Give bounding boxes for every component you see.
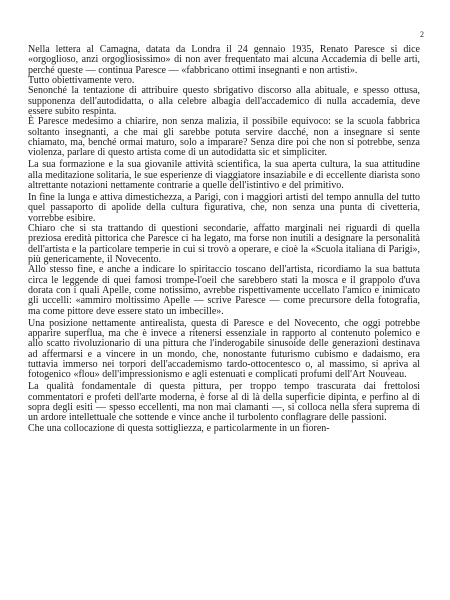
paragraph: La qualità fondamentale di questa pittura, per troppo tempo trascurata dai frettolosi commentatori e profeti dell'arte moderna, è forse al di là della superficie dipinta, e perfino al di sopra degli esiti — spesso eccellenti, ma non mai clamanti —, si colloca nella sfera suprema di un ardore intellettuale che sottende e vince anche il turbolento conflagrare delle passioni. [28,381,420,424]
page-number: 2 [420,30,424,39]
paragraph: Chiaro che si sta trattando di questioni secondarie, affatto marginali nei riguardi di quella preziosa eredità pittorica che Paresce ci ha legato, ma forse non inutili a designare la personalità dell'artista e la particolare temperie in cui si trovò a operare, e cioè la «Scuola italiana di Parigi», più genericamente, il Novecento. [28,223,420,266]
paragraph: Che una collocazione di questa sottigliezza, e particolarmente in un fioren- [28,422,330,434]
paragraph: È Paresce medesimo a chiarire, non senza malizia, il possibile equivoco: se la scuola fabbrica soltanto insegnanti, a che mai gli sarebbe potuta servire dacché, non a insegnare si sente chiamato, ma, benché ormai maturo, solo a imparare? Senza dire poi che non si potrebbe, senza violenza, parlare di questo artista come di un autodidatta sic et simpliciter. [28,116,420,159]
paragraph: La sua formazione e la sua giovanile attività scientifica, la sua aperta cultura, la sua attitudine alla meditazione solitaria, le sue esperienze di viaggiatore insaziabile e di eccellente diarista sono altrettante notazioni nettamente contrarie a quelle dell'istintivo e del primitivo. [28,159,420,192]
paragraph: Tutto obiettivamente vero. [28,75,135,87]
paragraph: In fine la lunga e attiva dimestichezza, a Parigi, con i maggiori artisti del tempo annulla del tutto quel passaporto di apolide della cultura figurativa, che, non senza una punta di civetteria, vorrebbe esibire. [28,192,420,224]
paragraph: Nella lettera al Camagna, datata da Londra il 24 gennaio 1935, Renato Paresce si dice «orgoglioso, anzi orgogliosissimo» di non aver frequentato mai alcuna Accademia di belle arti, perché queste — continua Paresce — «fabbricano ottimi insegnanti e non artisti». [28,44,420,76]
paragraph: Senonché la tentazione di attribuire questo sbrigativo discorso alla abituale, e spesso ottusa, supponenza dell'autodidatta, o alla celebre albagia dell'accademico di nulla accademia, deve essere subito respinta. [28,85,420,118]
paragraph: Allo stesso fine, e anche a indicare lo spiritaccio toscano dell'artista, ricordiamo la sua battuta circa le leggende di quei famosi trompe-l'oeil che sarebbero stati la mosca e il grappolo d'uva dorata con i quali Apelle, come notissimo, avrebbe rispettivamente uccellato l'amico e inimicato gli uccelli: «ammiro moltissimo Apelle — scrive Paresce — come precursore della fotografia, ma come pittore deve essere stato un imbecille». [28,264,420,317]
body-text [28,45,420,434]
paragraph: Una posizione nettamente antirealista, questa di Paresce e del Novecento, che oggi potrebbe apparire superflua, ma che è invece a ritenersi essenziale in rapporto al contenuto polemico e allo scatto rivoluzionario di una pittura che l'inderogabile sinusoide delle generazioni destinava ad affermarsi e a vincere in un mondo, che, nonostante futurismo cubismo e dadaismo, era tuttavia immerso nei torpori dell'accademismo tardo-ottocentesco o, al massimo, si apriva al fotogenico «flou» dell'impressionismo e agli estenuati e complicati profumi dell'Art Nouveau. [28,317,420,381]
